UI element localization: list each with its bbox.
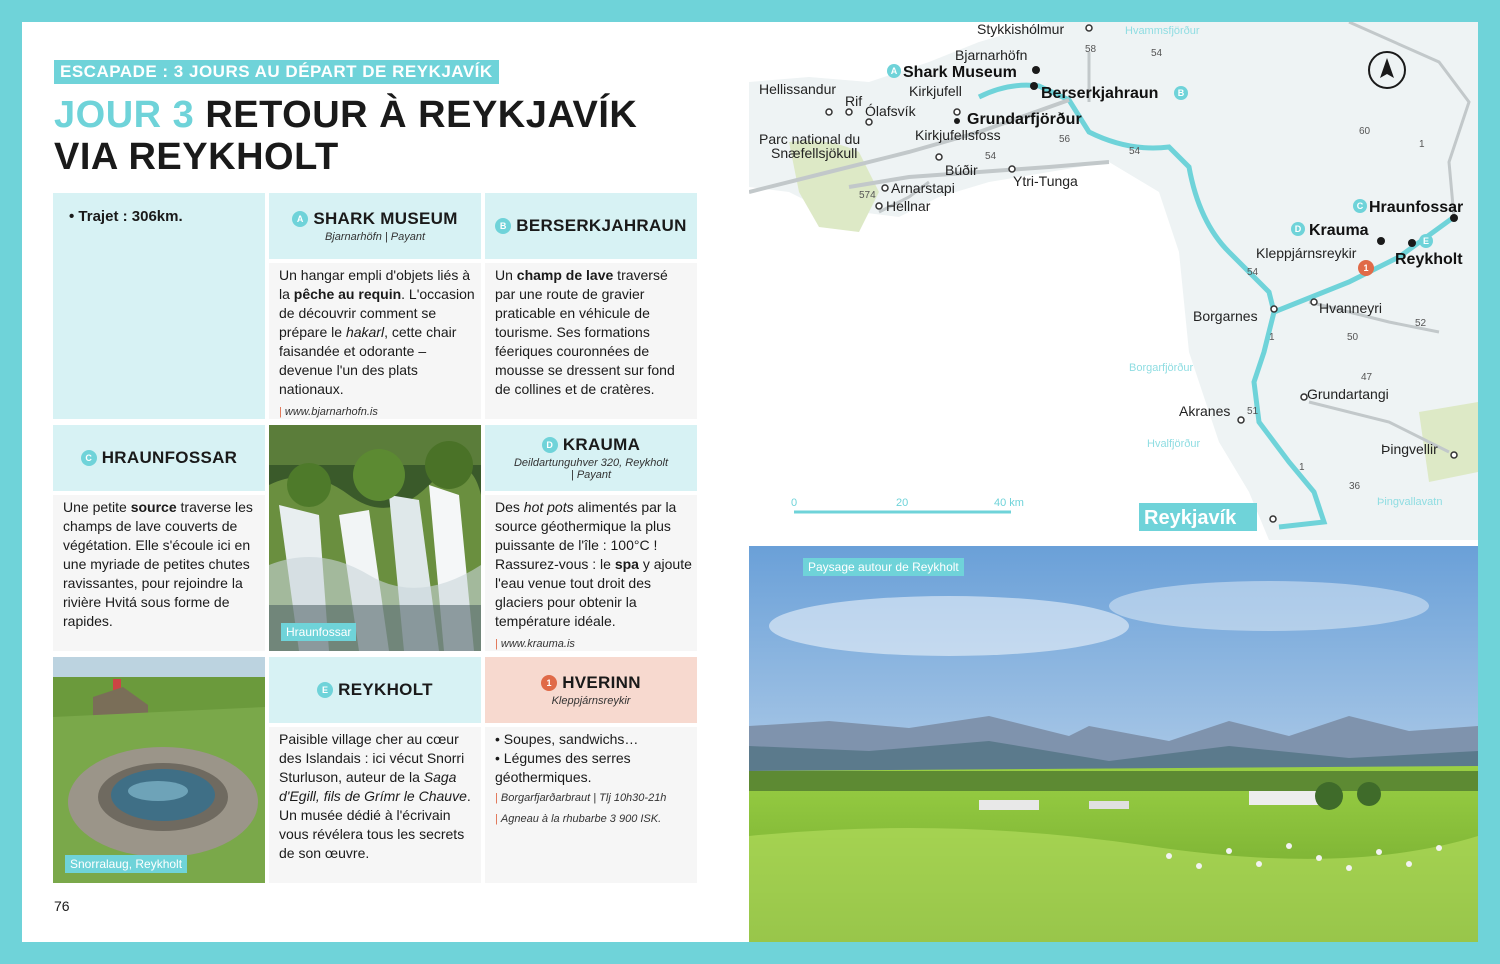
label-thingvellir: Þingvellir [1381,441,1438,457]
scale-20: 20 [896,497,909,509]
berserk-title: BERSERKJAHRAUN [516,216,687,235]
reykholt-text: Paisible village cher au cœur des Islandais : ici vécut Snorri Sturluson, auteur de la Saga d'Egill, fils de Grímr le Chauve. Un musée dédié à l'écrivain vous révélera tous les secrets de son œuvre. [279,731,471,861]
road-51: 51 [1247,406,1259,417]
title-line1: RETOUR À REYKJAVÍK [194,94,638,136]
hverinn-info-address: Borgarfjarðarbraut | Tlj 10h30-21h [500,792,667,804]
label-hvalfjordur: Hvalfjörður [1147,438,1201,450]
hverinn-header [485,657,697,723]
hraunfossar-text: Une petite source traverse les champs de lave couverts de végétation. Elle s'écoule ici en une myriade de petites chutes ravissantes, pour rejoindre la rivière Hvitá sous forme de rapides. [63,499,253,629]
road-1a: 1 [1419,139,1425,150]
road-50: 50 [1347,332,1359,343]
label-olafsvik: Ólafsvík [865,103,916,119]
berserk-text: Un champ de lave traversé par une route de gravier praticable en véhicule de tourisme. Ses formations féeriques couronnées de mousse se dressent sur fond de collines et de cratères. [495,267,675,397]
badge-1: 1 [541,675,557,691]
hraunfossar-body-cell [53,495,265,651]
trajet-text: Trajet : 306km. [78,208,183,225]
shark-text: Un hangar empli d'objets liés à la pêche au requin. L'occasion de découvrir comment se prépare le hakarl, cette chair faisandée et odorante – devenue l'un des plats nationaux. | www.bjarnarhofn.is [279,267,475,418]
shark-header [269,193,481,259]
snorralaug-caption: Snorralaug, Reykholt [65,855,187,873]
label-borgarfjordur: Borgarfjörður [1129,362,1194,374]
label-krauma: Krauma [1309,222,1369,239]
map-badge-b: B [1177,88,1185,98]
krauma-url[interactable]: www.krauma.is [500,638,575,650]
label-hraunfossar: Hraunfossar [1369,199,1464,216]
hverinn-text: • Soupes, sandwichs… • Légumes des serres géothermiques. | Borgarfjarðarbraut | Tlj 10h30-21h | Agneau à la rhubarbe 3 900 ISK. [495,730,693,829]
label-borgarnes: Borgarnes [1193,308,1258,324]
right-page [749,22,1478,942]
reykholt-header [269,657,481,723]
map-badge-1: 1 [1363,263,1369,273]
shark-body-cell [269,263,481,419]
snorralaug-photo [53,657,265,883]
page-title [54,94,637,178]
hraunfossar-caption: Hraunfossar [281,623,356,641]
hverinn-body-cell [485,727,697,883]
road-1b: 1 [1299,462,1305,473]
label-grundarfjordur: Grundarfjörður [967,111,1082,128]
road-54b: 54 [1129,146,1141,157]
krauma-fee: | Payant [570,469,612,481]
label-hellnar: Hellnar [886,198,931,214]
page-number: 76 [54,898,70,914]
label-thingvallavatn: Þingvallavatn [1377,496,1443,508]
shark-title: SHARK MUSEUM [313,209,458,228]
krauma-text: Des hot pots alimentés par la source géothermique la plus puissante de l'île : 100°C ! Rassurez-vous : le spa y ajoute l'eau venue tout droit des glaciers pour obtenir la température idéale. | www.krauma.is [495,499,692,650]
route-map [749,22,1478,540]
label-budir: Búðir [945,162,978,178]
hraunfossar-header [53,425,265,491]
label-grundartangi: Grundartangi [1307,386,1389,402]
label-arnarstapi: Arnarstapi [891,180,955,196]
reykholt-body-cell [269,727,481,883]
krauma-body-cell [485,495,697,651]
landscape-photo [749,546,1478,942]
title-line2: VIA REYKHOLT [54,136,339,178]
landscape-caption: Paysage autour de Reykholt [803,558,964,576]
label-reykjavik: Reykjavík [1144,507,1237,529]
road-574: 574 [859,190,876,201]
list-item: • Soupes, sandwichs… [495,731,639,747]
label-kirkjufell: Kirkjufell [909,83,962,99]
reykholt-title: REYKHOLT [338,680,433,699]
label-kleppjarnsreykir: Kleppjárnsreykir [1256,245,1357,261]
road-60: 60 [1359,126,1371,137]
berserk-body-cell [485,263,697,419]
badge-d: D [542,437,558,453]
label-stykkisholmur: Stykkishólmur [977,22,1065,37]
map-badge-e: E [1422,236,1430,246]
road-54d: 54 [1247,267,1259,278]
badge-c: C [81,450,97,466]
label-shark-museum: Shark Museum [903,64,1017,81]
badge-a: A [292,211,308,227]
scale-40: 40 km [994,497,1024,509]
road-52: 52 [1415,318,1427,329]
badge-b: B [495,218,511,234]
label-berserkjahraun: Berserkjahraun [1041,85,1159,102]
label-reykholt: Reykholt [1395,251,1463,268]
map-badge-d: D [1294,224,1302,234]
label-rif: Rif [845,93,863,109]
title-day: JOUR 3 [54,94,195,136]
road-54a: 54 [1151,48,1163,59]
badge-e: E [317,682,333,698]
label-hvammsfjordur: Hvammsfjörður [1125,25,1200,37]
label-bjarnarhofn: Bjarnarhöfn [955,47,1028,63]
scale-0: 0 [791,497,798,509]
shark-url[interactable]: www.bjarnarhofn.is [284,406,378,418]
left-page [22,22,749,942]
road-54c: 54 [985,151,997,162]
label-hellissandur: Hellissandur [759,81,837,97]
shark-subtitle: Bjarnarhöfn | Payant [324,231,426,243]
hverinn-title: HVERINN [562,673,641,692]
road-58: 58 [1085,44,1097,55]
road-36: 36 [1349,481,1361,492]
map-badge-a: A [890,66,898,76]
krauma-title: KRAUMA [562,435,641,454]
label-kirkjufellsfoss: Kirkjufellsfoss [915,127,1001,143]
road-47: 47 [1361,372,1373,383]
label-snaefellsjokull: Snæfellsjökull [771,145,858,161]
label-ytri-tunga: Ytri-Tunga [1013,173,1078,189]
label-akranes: Akranes [1179,403,1231,419]
label-hvanneyri: Hvanneyri [1319,300,1383,316]
krauma-address: Deildartunguhver 320, Reykholt [513,457,669,469]
hverinn-subtitle: Kleppjárnsreykir [551,695,631,707]
road-1c: 1 [1269,332,1275,343]
map-badge-c: C [1356,201,1364,211]
section-kicker: ESCAPADE : 3 JOURS AU DÉPART DE REYKJAVÍK [54,60,499,84]
label-parc-national: Parc national du [759,131,861,147]
hraunfossar-title: HRAUNFOSSAR [101,448,238,467]
list-item: • Légumes des serres géothermiques. [495,750,631,785]
krauma-header [485,425,697,491]
hraunfossar-photo [269,425,481,651]
trajet-cell: • Trajet : 306km. [53,193,265,419]
hverinn-info-dish: Agneau à la rhubarbe 3 900 ISK. [500,813,662,825]
road-56: 56 [1059,134,1071,145]
berserk-header [485,193,697,259]
